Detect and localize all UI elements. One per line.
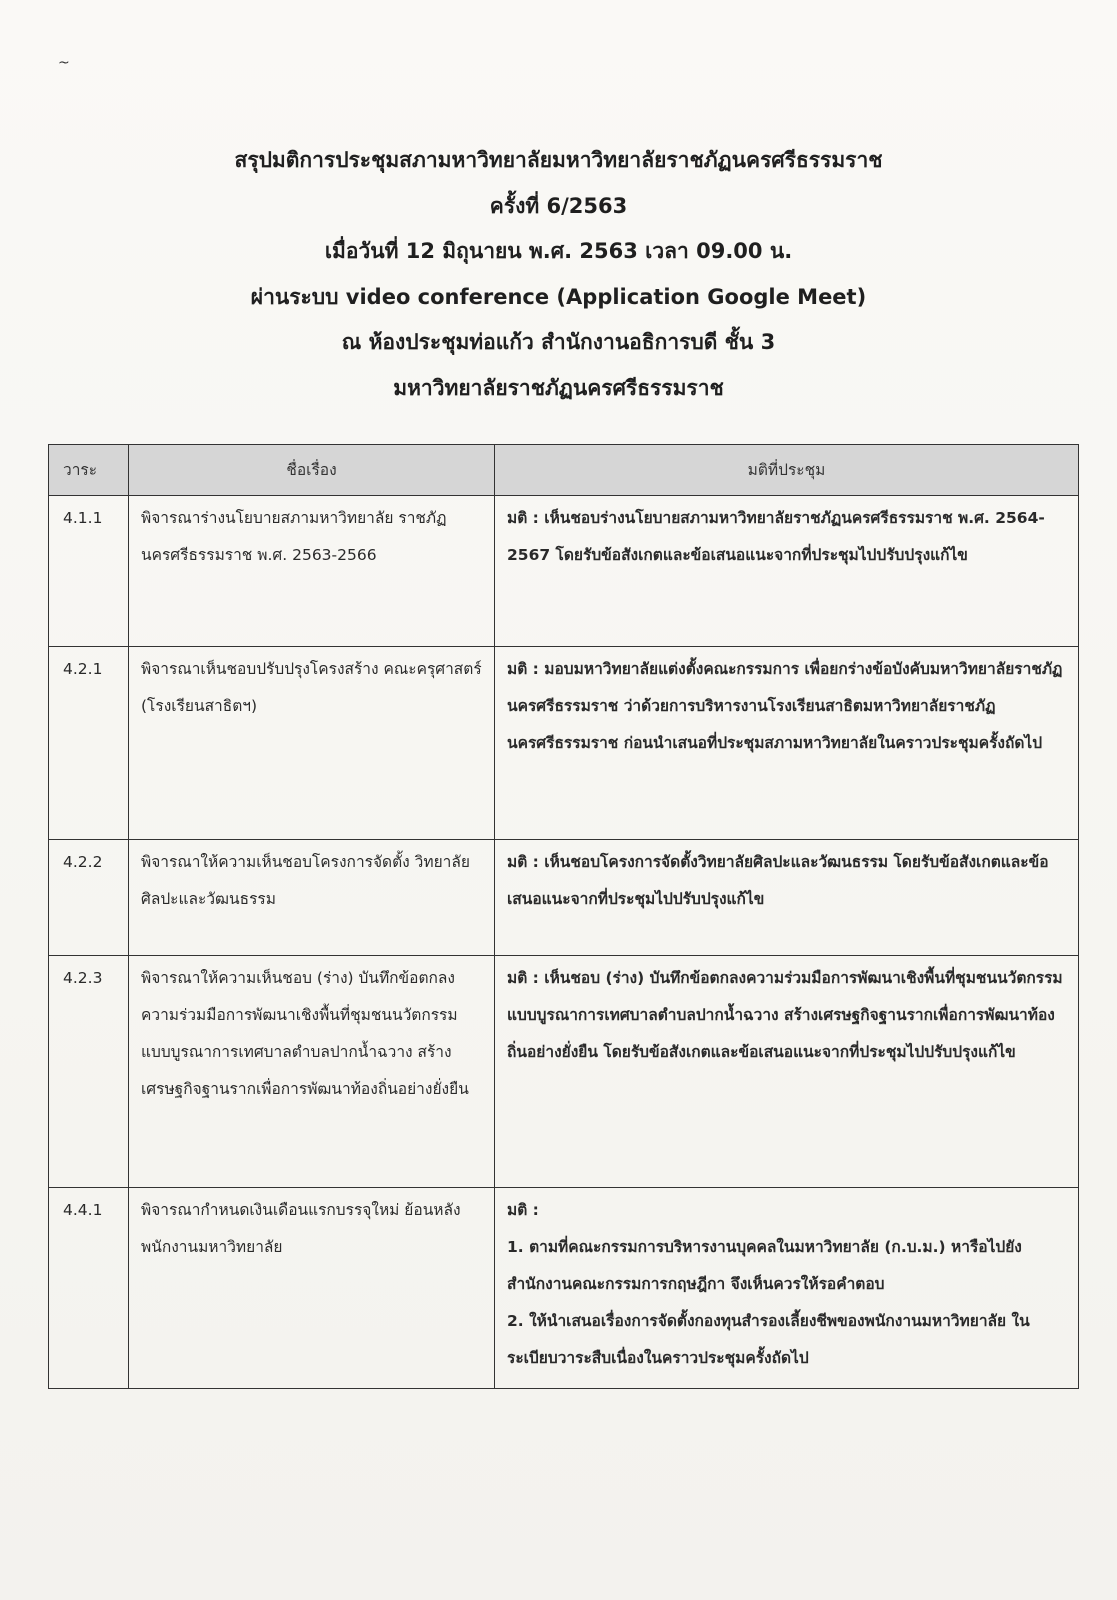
resolutions-table (48, 444, 1079, 1389)
resolution-cell (495, 1188, 1079, 1389)
resolution-text: มติ : เห็นชอบ (ร่าง) บันทึกข้อตกลงความร่วมมือการพัฒนาเชิงพื้นที่ชุมชนนวัตกรรมแบบบูรณาการเทศบาลตำบลปากน้ำฉวาง สร้างเศรษฐกิจฐานรากเพื่อการพัฒนาท้องถิ่นอย่างยั่งยืน โดยรับข้อสังเกตและข้อเสนอแนะจากที่ประชุมไปปรับปรุงแก้ไข (507, 969, 1063, 1061)
stray-mark: ~ (58, 55, 70, 71)
resolution-text: มติ : เห็นชอบร่างนโยบายสภามหาวิทยาลัยราชภัฏนครศรีธรรมราช พ.ศ. 2564-2567 โดยรับข้อสังเกตและข้อเสนอแนะจากที่ประชุมไปปรับปรุงแก้ไข (507, 509, 1045, 564)
table-row (49, 840, 1079, 956)
column-header-title: ชื่อเรื่อง (129, 445, 495, 496)
agenda-number: 4.2.3 (49, 956, 129, 1188)
resolution-text: มติ : มอบมหาวิทยาลัยแต่งตั้งคณะกรรมการ เพื่อยกร่างข้อบังคับมหาวิทยาลัยราชภัฏนครศรีธรรมราช ว่าด้วยการบริหารงานโรงเรียนสาธิตมหาวิทยาลัยราชภัฏนครศรีธรรมราช ก่อนนำเสนอที่ประชุมสภามหาวิทยาลัยในคราวประชุมครั้งถัดไป (507, 660, 1063, 752)
header-university: มหาวิทยาลัยราชภัฏนครศรีธรรมราช (393, 375, 724, 400)
table-header-row (49, 445, 1079, 496)
table-row (49, 956, 1079, 1188)
column-header-agenda: วาระ (49, 445, 129, 496)
document-header (0, 138, 1117, 411)
column-header-resolution: มติที่ประชุม (495, 445, 1079, 496)
agenda-title: พิจารณาเห็นชอบปรับปรุงโครงสร้าง คณะครุศาสตร์ (โรงเรียนสาธิตฯ) (129, 647, 495, 840)
agenda-title: พิจารณาร่างนโยบายสภามหาวิทยาลัย ราชภัฏนครศรีธรรมราช พ.ศ. 2563-2566 (129, 496, 495, 647)
resolution-text: มติ : เห็นชอบโครงการจัดตั้งวิทยาลัยศิลปะและวัฒนธรรม โดยรับข้อสังเกตและข้อเสนอแนะจากที่ประชุมไปปรับปรุงแก้ไข (507, 853, 1049, 908)
agenda-number: 4.2.1 (49, 647, 129, 840)
header-venue: ณ ห้องประชุมท่อแก้ว สำนักงานอธิการบดี ชั้น 3 (341, 330, 776, 354)
agenda-title: พิจารณาให้ความเห็นชอบ (ร่าง) บันทึกข้อตกลงความร่วมมือการพัฒนาเชิงพื้นที่ชุมชนนวัตกรรมแบบบูรณาการเทศบาลตำบลปากน้ำฉวาง สร้างเศรษฐกิจฐานรากเพื่อการพัฒนาท้องถิ่นอย่างยั่งยืน (129, 956, 495, 1188)
resolution-cell (495, 956, 1079, 1188)
header-medium: ผ่านระบบ video conference (Application Google Meet) (250, 284, 867, 309)
agenda-number: 4.2.2 (49, 840, 129, 956)
table-row (49, 496, 1079, 647)
resolution-cell (495, 647, 1079, 840)
agenda-number: 4.4.1 (49, 1188, 129, 1389)
header-date: เมื่อวันที่ 12 มิถุนายน พ.ศ. 2563 เวลา 09.00 น. (324, 239, 793, 263)
resolution-label: มติ : (507, 1201, 539, 1219)
agenda-title: พิจารณาให้ความเห็นชอบโครงการจัดตั้ง วิทยาลัยศิลปะและวัฒนธรรม (129, 840, 495, 956)
resolution-cell (495, 496, 1079, 647)
resolution-item-2: 2. ให้นำเสนอเรื่องการจัดตั้งกองทุนสำรองเลี้ยงชีพของพนักงานมหาวิทยาลัย ในระเบียบวาระสืบเนื่องในคราวประชุมครั้งถัดไป (507, 1312, 1030, 1367)
resolution-cell (495, 840, 1079, 956)
table-row (49, 1188, 1079, 1389)
agenda-number: 4.1.1 (49, 496, 129, 647)
resolution-item-1: 1. ตามที่คณะกรรมการบริหารงานบุคคลในมหาวิทยาลัย (ก.บ.ม.) หารือไปยังสำนักงานคณะกรรมการกฤษฎีกา จึงเห็นควรให้รอคำตอบ (507, 1238, 1022, 1293)
table-row (49, 647, 1079, 840)
agenda-title: พิจารณากำหนดเงินเดือนแรกบรรจุใหม่ ย้อนหลังพนักงานมหาวิทยาลัย (129, 1188, 495, 1389)
header-title: สรุปมติการประชุมสภามหาวิทยาลัยมหาวิทยาลัยราชภัฏนครศรีธรรมราช (234, 148, 883, 172)
header-session: ครั้งที่ 6/2563 (489, 193, 628, 218)
